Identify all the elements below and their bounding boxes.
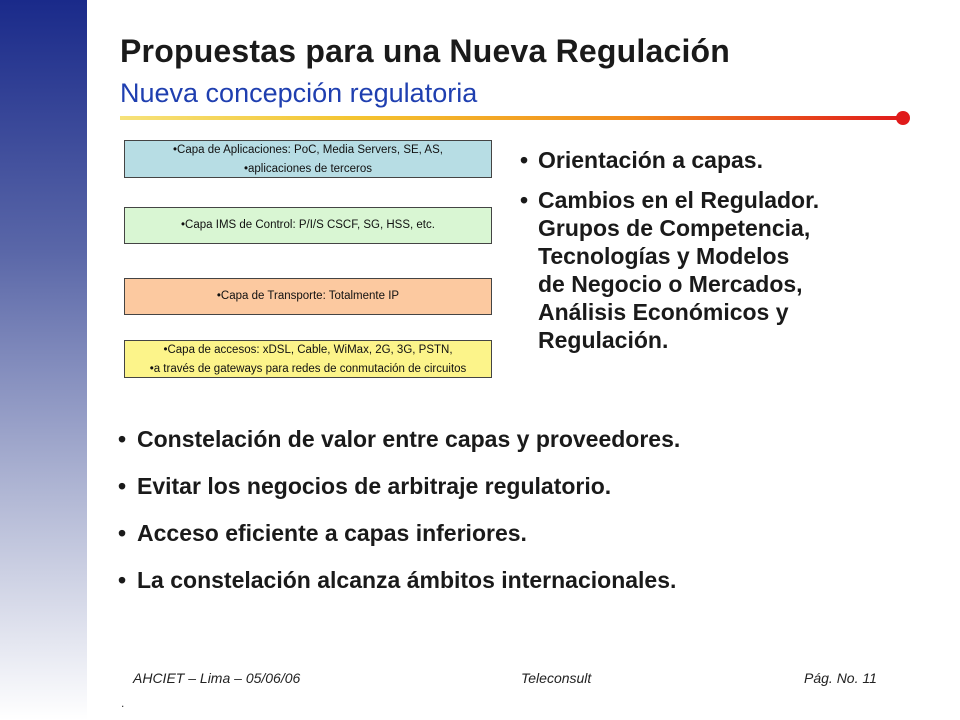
footer-event: AHCIET – Lima – 05/06/06 (133, 670, 301, 686)
layer-transport-line-1: •Capa de Transporte: Totalmente IP (216, 290, 400, 302)
right-bullet-item (518, 186, 938, 354)
footer-company: Teleconsult (521, 670, 592, 686)
layer-ims-control (124, 207, 492, 244)
bottom-bullet-item: • Constelación de valor entre capas y proveedores. (116, 425, 946, 453)
bottom-bullet-item: • La constelación alcanza ámbitos internacionales. (116, 566, 946, 594)
right-bullet-item (518, 146, 938, 174)
layer-applications-line-2: •aplicaciones de terceros (243, 163, 373, 175)
slide-title: Propuestas para una Nueva Regulación (120, 33, 731, 69)
layer-applications (124, 140, 492, 178)
layer-access-line-1: •Capa de accesos: xDSL, Cable, WiMax, 2G, 3G, PSTN, (163, 344, 453, 356)
right-bullet-text: Orientación a capas. (538, 147, 763, 173)
bottom-bullet-list (116, 425, 946, 613)
layer-ims-line-1: •Capa IMS de Control: P/I/S CSCF, SG, HSS, etc. (181, 219, 435, 231)
right-bullet-line: de Negocio o Mercados, (538, 271, 803, 297)
side-gradient-bar (0, 0, 87, 720)
footer-page-number: Pág. No. 11 (804, 670, 877, 686)
bottom-bullet-item: • Acceso eficiente a capas inferiores. (116, 519, 946, 547)
layer-access (124, 340, 492, 378)
footer-dot: . (121, 696, 125, 710)
right-bullet-list (518, 146, 938, 366)
layer-access-line-2: •a través de gateways para redes de conmutación de circuitos (149, 363, 467, 375)
right-bullet-line: Análisis Económicos y (538, 299, 789, 325)
right-bullet-line: Tecnologías y Modelos (538, 243, 790, 269)
right-bullet-line: • Cambios en el Regulador. (538, 187, 820, 213)
right-bullet-line: Grupos de Competencia, (538, 215, 811, 241)
bottom-bullet-item: • Evitar los negocios de arbitraje regulatorio. (116, 472, 946, 500)
layer-transport (124, 278, 492, 315)
underline-end-dot (896, 111, 910, 125)
layer-applications-line-1: •Capa de Aplicaciones: PoC, Media Servers, SE, AS, (173, 144, 443, 156)
slide-subtitle: Nueva concepción regulatoria (120, 78, 478, 108)
title-underline (120, 116, 900, 120)
right-bullet-line: Regulación. (538, 327, 669, 353)
